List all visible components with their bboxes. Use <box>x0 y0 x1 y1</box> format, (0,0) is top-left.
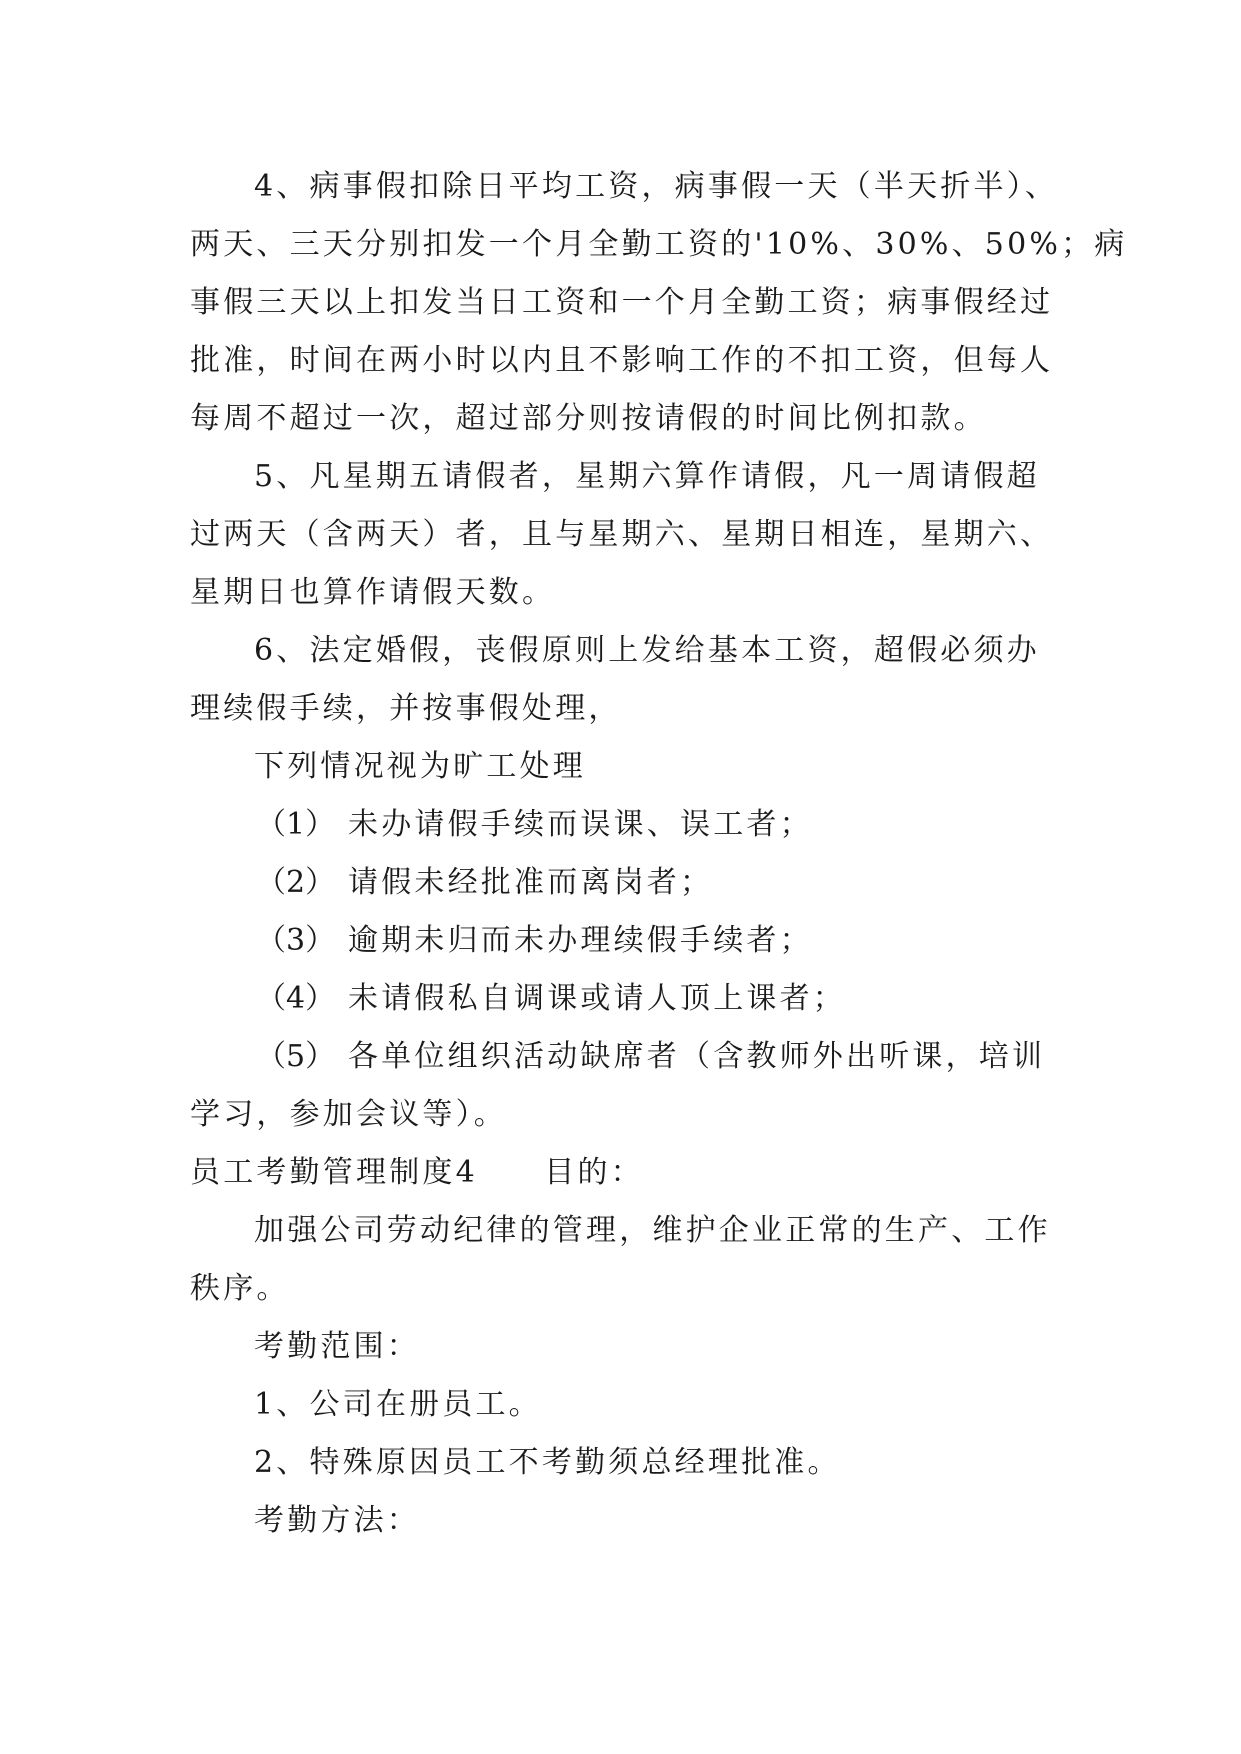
list-item-text: 逾期未归而未办理续假手续者； <box>348 923 813 958</box>
list-item-number: （2） <box>256 865 336 900</box>
paragraph-line: 过两天（含两天）者，且与星期六、星期日相连，星期六、 <box>190 517 1054 552</box>
list-item-text: 未请假私自调课或请人顶上课者； <box>348 981 846 1016</box>
paragraph-line: 每周不超过一次，超过部分则按请假的时间比例扣款。 <box>190 401 987 436</box>
list-item-text: 请假未经批准而离岗者； <box>348 865 714 900</box>
list-item <box>256 912 1136 970</box>
paragraph-line: 1、公司在册员工。 <box>254 1387 542 1422</box>
paragraph-line: 6、法定婚假，丧假原则上发给基本工资，超假必须办 <box>254 633 1040 668</box>
list-item-number: （3） <box>256 923 336 958</box>
list-item <box>256 970 1136 1028</box>
paragraph-line: 5、凡星期五请假者，星期六算作请假，凡一周请假超 <box>254 459 1040 494</box>
list-item-text: 各单位组织活动缺席者（含教师外出听课，培训 <box>348 1039 1046 1074</box>
paragraph-line: 两天、三天分别扣发一个月全勤工资的'10%、30%、50%；病 <box>190 227 1128 262</box>
list-item <box>256 796 1136 854</box>
paragraph-line: 事假三天以上扣发当日工资和一个月全勤工资；病事假经过 <box>190 285 1054 320</box>
list-item-text: 未办请假手续而误课、误工者； <box>348 807 813 842</box>
subheading: 考勤范围： <box>254 1329 420 1364</box>
paragraph-line: 秩序。 <box>190 1271 290 1306</box>
paragraph-line: 批准，时间在两小时以内且不影响工作的不扣工资，但每人 <box>190 343 1054 378</box>
paragraph-line: 加强公司劳动纪律的管理，维护企业正常的生产、工作 <box>254 1213 1051 1248</box>
list-item-number: （4） <box>256 981 336 1016</box>
list-item-number: （1） <box>256 807 336 842</box>
subheading: 考勤方法： <box>254 1503 420 1538</box>
paragraph-line: 2、特殊原因员工不考勤须总经理批准。 <box>254 1445 841 1480</box>
paragraph-line: 学习，参加会议等）。 <box>190 1097 507 1132</box>
list-heading: 下列情况视为旷工处理 <box>254 749 586 784</box>
list-item-number: （5） <box>256 1039 336 1074</box>
list-item <box>256 854 1136 912</box>
paragraph-line: 4、病事假扣除日平均工资，病事假一天（半天折半）、 <box>254 169 1059 204</box>
paragraph-line: 理续假手续，并按事假处理， <box>190 691 622 726</box>
paragraph-line: 星期日也算作请假天数。 <box>190 575 556 610</box>
section-title: 员工考勤管理制度4 目的： <box>190 1155 644 1190</box>
list-item <box>256 1028 1136 1086</box>
